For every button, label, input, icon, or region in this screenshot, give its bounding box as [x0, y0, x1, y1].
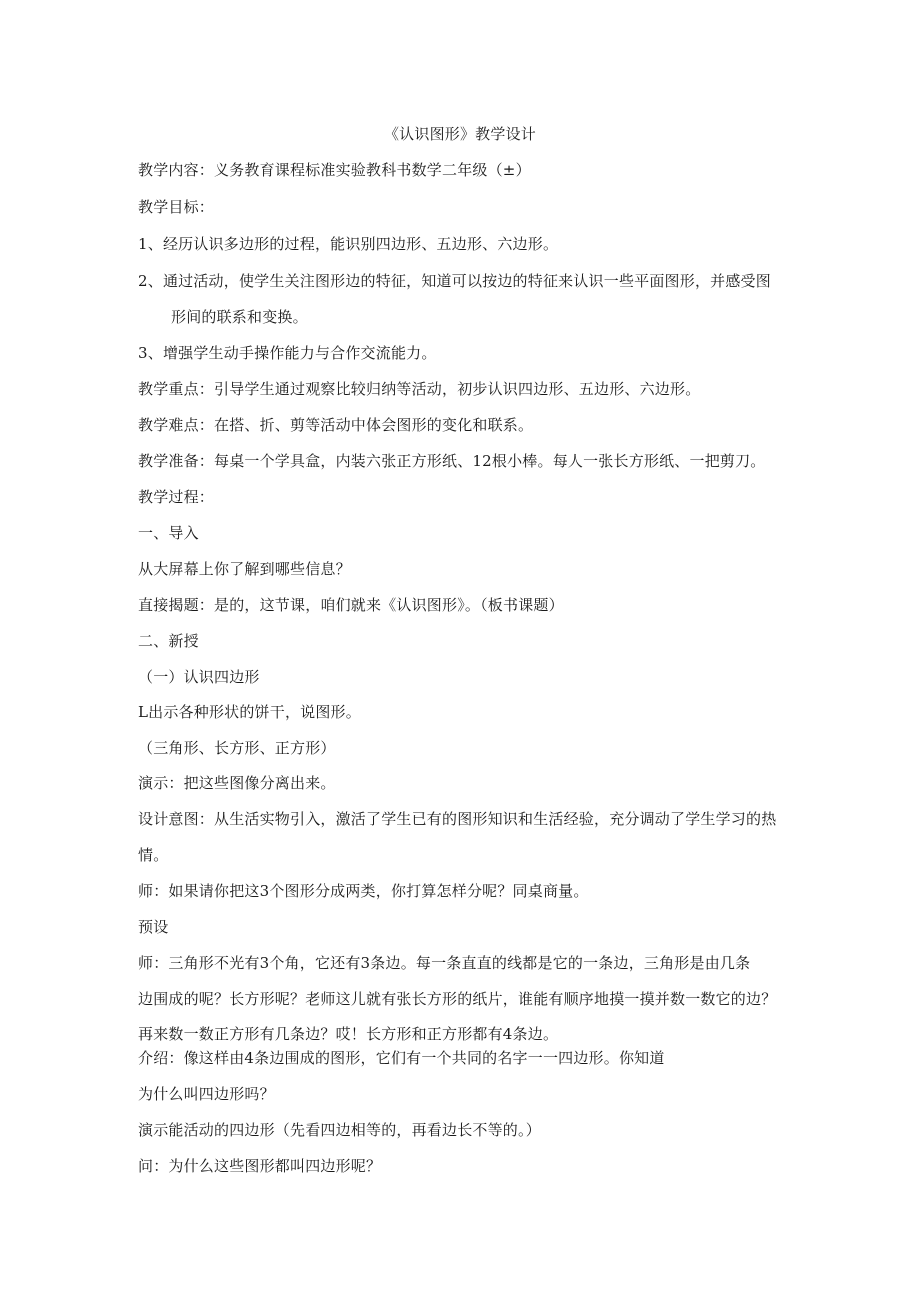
- paragraph: 演示：把这些图像分离出来。: [138, 774, 336, 792]
- paragraph: 演示能活动的四边形（先看四边相等的，再看边长不等的。）: [138, 1121, 541, 1139]
- paragraph: 从大屏幕上你了解到哪些信息？: [138, 560, 351, 578]
- teaching-content: 教学内容：义务教育课程标准实验教科书数学二年级（±）: [138, 161, 531, 179]
- document-title: 《认识图形》教学设计: [383, 125, 536, 143]
- difficult-points: 教学难点：在搭、折、剪等活动中体会图形的变化和联系。: [138, 416, 534, 434]
- design-intent: 设计意图：从生活实物引入，激活了学生已有的图形知识和生活经验，充分调动了学生学习的热: [138, 810, 777, 828]
- paragraph: 边围成的呢？长方形呢？老师这儿就有张长方形的纸片，谁能有顺序地摸一摸并数一数它的边？: [138, 990, 777, 1008]
- goal-1: 1、经历认识多边形的过程，能识别四边形、五边形、六边形。: [138, 235, 559, 253]
- process-heading: 教学过程：: [138, 488, 215, 506]
- goal-3: 3、增强学生动手操作能力与合作交流能力。: [138, 344, 437, 362]
- paragraph: 预设: [138, 918, 169, 936]
- paragraph: 直接揭题：是的，这节课，咱们就来《认识图形》。（板书课题）: [138, 596, 564, 614]
- paragraph: （三角形、长方形、正方形）: [138, 739, 336, 757]
- goal-2: 2、通过活动，使学生关注图形边的特征，知道可以按边的特征来认识一些平面图形，并感受图: [138, 272, 771, 290]
- paragraph: 师：三角形不光有3个角，它还有3条边。每一条直直的线都是它的一条边，三角形是由几条: [138, 954, 751, 972]
- paragraph: 问：为什么这些图形都叫四边形呢？: [138, 1157, 382, 1175]
- subsection-heading: （一）认识四边形: [138, 668, 260, 686]
- paragraph: L出示各种形状的饼干，说图形。: [138, 703, 361, 721]
- preparation: 教学准备：每桌一个学具盒，内装六张正方形纸、12根小棒。每人一张长方形纸、一把剪刀。: [138, 452, 766, 470]
- paragraph: 介绍：像这样由4条边围成的图形，它们有一个共同的名字一一四边形。你知道: [138, 1049, 665, 1067]
- paragraph: 再来数一数正方形有几条边？哎！长方形和正方形都有4条边。: [138, 1025, 559, 1043]
- key-points: 教学重点：引导学生通过观察比较归纳等活动，初步认识四边形、五边形、六边形。: [138, 380, 701, 398]
- goal-2-continued: 形间的联系和变换。: [171, 308, 308, 326]
- design-intent-continued: 情。: [138, 846, 169, 864]
- teaching-goals-heading: 教学目标：: [138, 198, 215, 216]
- paragraph: 为什么叫四边形吗？: [138, 1085, 275, 1103]
- section-new-heading: 二、新授: [138, 632, 199, 650]
- paragraph: 师：如果请你把这3个图形分成两类，你打算怎样分呢？同桌商量。: [138, 882, 589, 900]
- section-intro-heading: 一、导入: [138, 524, 199, 542]
